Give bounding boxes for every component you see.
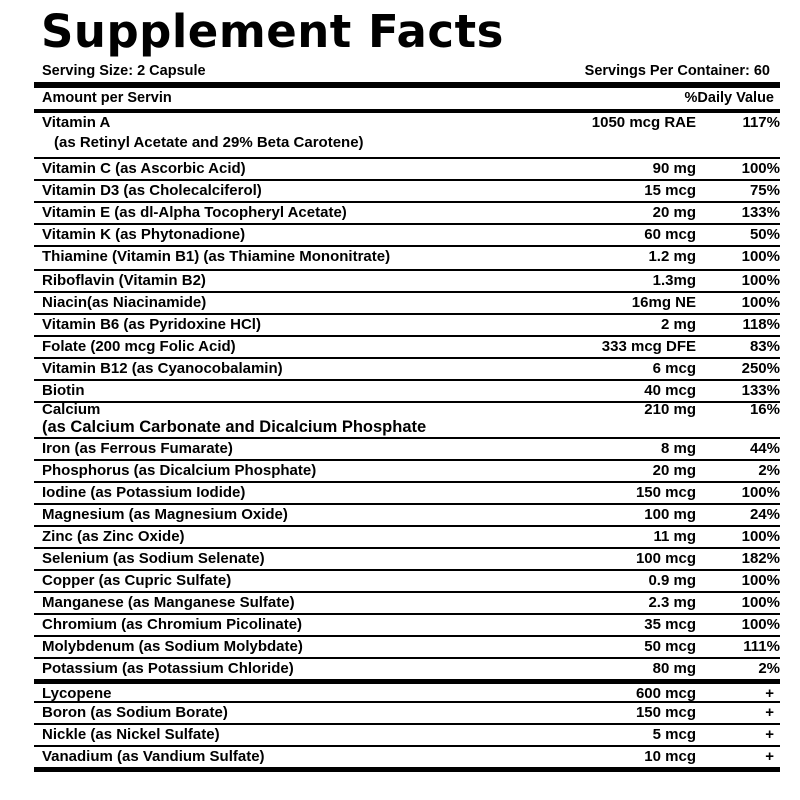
nutrient-name: Riboflavin (Vitamin B2) — [42, 272, 206, 289]
nutrient-name: Molybdenum (as Sodium Molybdate) — [42, 638, 303, 655]
nutrient-name: Boron (as Sodium Borate) — [42, 704, 228, 721]
nutrient-daily-value: 24% — [749, 506, 780, 523]
nutrient-name: Iron (as Ferrous Fumarate) — [42, 440, 233, 457]
nutrient-daily-value: 44% — [749, 440, 780, 457]
nutrient-amount: 50 mcg — [644, 638, 696, 655]
nutrient-amount: 150 mcg — [635, 704, 696, 721]
nutrient-amount: 210 mg — [644, 401, 696, 418]
nutrient-amount: 333 mcg DFE — [601, 338, 696, 355]
nutrient-row — [34, 525, 780, 547]
nutrient-name: Biotin — [42, 382, 85, 399]
nutrient-row — [34, 723, 780, 745]
nutrient-daily-value: 133% — [741, 204, 780, 221]
nutrient-amount: 20 mg — [652, 462, 696, 479]
supplement-facts-panel — [34, 4, 780, 796]
nutrient-daily-value: 100% — [741, 484, 780, 501]
nutrient-table — [34, 113, 780, 767]
nutrient-row — [34, 401, 780, 437]
nutrient-row — [34, 701, 780, 723]
nutrient-amount: 1050 mcg RAE — [591, 114, 696, 131]
serving-size: Serving Size: 2 Capsule — [42, 63, 206, 79]
nutrient-amount: 100 mcg — [635, 550, 696, 567]
nutrient-name: Chromium (as Chromium Picolinate) — [42, 616, 303, 633]
nutrient-daily-value: 2% — [758, 660, 780, 677]
nutrient-daily-value: + — [765, 748, 774, 765]
servings-per-container: Servings Per Container: 60 — [584, 63, 770, 79]
nutrient-amount: 8 mg — [660, 440, 696, 457]
nutrient-name: Calcium — [42, 401, 101, 418]
nutrient-daily-value: 75% — [749, 182, 780, 199]
nutrient-row — [34, 201, 780, 223]
nutrient-daily-value: 100% — [741, 572, 780, 589]
nutrient-name: Magnesium (as Magnesium Oxide) — [42, 506, 288, 523]
nutrient-name: Zinc (as Zinc Oxide) — [42, 528, 185, 545]
nutrient-name: Thiamine (Vitamin B1) (as Thiamine Mononitrate) — [42, 248, 391, 265]
nutrient-name: Niacin(as Niacinamide) — [42, 294, 207, 311]
nutrient-amount: 2.3 mg — [648, 594, 696, 611]
nutrient-name: Folate (200 mcg Folic Acid) — [42, 338, 236, 355]
nutrient-name: Selenium (as Sodium Selenate) — [42, 550, 265, 567]
nutrient-amount: 16mg NE — [631, 294, 696, 311]
nutrient-amount: 100 mg — [644, 506, 696, 523]
nutrient-name: Vitamin B12 (as Cyanocobalamin) — [42, 360, 283, 377]
header-amount: Amount per Servin — [42, 90, 172, 106]
nutrient-row — [34, 569, 780, 591]
nutrient-name: Vitamin C (as Ascorbic Acid) — [42, 160, 246, 177]
nutrient-amount: 15 mcg — [644, 182, 696, 199]
nutrient-row — [34, 745, 780, 767]
nutrient-name: Iodine (as Potassium Iodide) — [42, 484, 246, 501]
nutrient-amount: 0.9 mg — [648, 572, 696, 589]
nutrient-daily-value: + — [765, 685, 774, 702]
nutrient-daily-value: 16% — [749, 401, 780, 418]
nutrient-row — [34, 179, 780, 201]
nutrient-daily-value: 100% — [741, 294, 780, 311]
nutrient-amount: 40 mcg — [644, 382, 696, 399]
nutrient-amount: 2 mg — [660, 316, 696, 333]
header-daily-value: %Daily Value — [684, 90, 774, 106]
nutrient-row — [34, 503, 780, 525]
nutrient-row — [34, 547, 780, 569]
nutrient-daily-value: 111% — [743, 638, 780, 655]
nutrient-amount: 1.2 mg — [648, 248, 696, 265]
nutrient-daily-value: + — [765, 704, 774, 721]
nutrient-name: Manganese (as Manganese Sulfate) — [42, 594, 295, 611]
nutrient-name: Potassium (as Potassium Chloride) — [42, 660, 294, 677]
nutrient-row — [34, 113, 780, 157]
nutrient-source: (as Calcium Carbonate and Dicalcium Phosphate — [42, 418, 427, 436]
nutrient-amount: 150 mcg — [635, 484, 696, 501]
nutrient-name: Lycopene — [42, 685, 112, 702]
nutrient-row — [34, 335, 780, 357]
nutrient-row — [34, 679, 780, 701]
nutrient-daily-value: 117% — [742, 114, 780, 131]
nutrient-amount: 80 mg — [652, 660, 696, 677]
serving-info — [34, 60, 780, 82]
nutrient-amount: 600 mcg — [635, 685, 696, 702]
nutrient-name: Copper (as Cupric Sulfate) — [42, 572, 232, 589]
nutrient-row — [34, 269, 780, 291]
nutrient-daily-value: 100% — [741, 594, 780, 611]
nutrient-name: Vitamin D3 (as Cholecalciferol) — [42, 182, 262, 199]
nutrient-row — [34, 459, 780, 481]
nutrient-daily-value: 50% — [749, 226, 780, 243]
nutrient-name: Vanadium (as Vandium Sulfate) — [42, 748, 265, 765]
nutrient-amount: 1.3mg — [652, 272, 696, 289]
nutrient-daily-value: 100% — [741, 272, 780, 289]
nutrient-amount: 5 mcg — [652, 726, 696, 743]
nutrient-amount: 20 mg — [652, 204, 696, 221]
nutrient-row — [34, 313, 780, 335]
nutrient-source: (as Retinyl Acetate and 29% Beta Carotene) — [54, 134, 364, 151]
nutrient-daily-value: 100% — [741, 248, 780, 265]
nutrient-daily-value: 100% — [741, 616, 780, 633]
nutrient-amount: 90 mg — [652, 160, 696, 177]
nutrient-daily-value: 83% — [749, 338, 780, 355]
nutrient-name: Nickle (as Nickel Sulfate) — [42, 726, 220, 743]
nutrient-row — [34, 437, 780, 459]
nutrient-daily-value: 2% — [758, 462, 780, 479]
nutrient-amount: 10 mcg — [644, 748, 696, 765]
nutrient-name: Vitamin B6 (as Pyridoxine HCl) — [42, 316, 261, 333]
bottom-divider — [34, 767, 780, 772]
nutrient-amount: 11 mg — [653, 528, 696, 545]
nutrient-daily-value: 250% — [741, 360, 780, 377]
nutrient-row — [34, 591, 780, 613]
nutrient-daily-value: + — [765, 726, 774, 743]
nutrient-row — [34, 613, 780, 635]
nutrient-daily-value: 133% — [741, 382, 780, 399]
nutrient-row — [34, 357, 780, 379]
panel-title: Supplement Facts — [41, 5, 504, 58]
nutrient-daily-value: 100% — [741, 528, 780, 545]
nutrient-row — [34, 379, 780, 401]
nutrient-row — [34, 245, 780, 269]
nutrient-name: Phosphorus (as Dicalcium Phosphate) — [42, 462, 317, 479]
nutrient-amount: 6 mcg — [652, 360, 696, 377]
nutrient-daily-value: 182% — [741, 550, 780, 567]
nutrient-row — [34, 657, 780, 679]
nutrient-name: Vitamin E (as dl-Alpha Tocopheryl Acetate) — [42, 204, 347, 221]
nutrient-row — [34, 291, 780, 313]
column-header — [34, 88, 780, 109]
nutrient-row — [34, 223, 780, 245]
nutrient-row — [34, 157, 780, 179]
nutrient-row — [34, 481, 780, 503]
nutrient-daily-value: 100% — [741, 160, 780, 177]
nutrient-amount: 35 mcg — [644, 616, 696, 633]
nutrient-name: Vitamin A — [42, 114, 111, 131]
nutrient-amount: 60 mcg — [644, 226, 696, 243]
nutrient-row — [34, 635, 780, 657]
nutrient-name: Vitamin K (as Phytonadione) — [42, 226, 246, 243]
nutrient-daily-value: 118% — [742, 316, 780, 333]
